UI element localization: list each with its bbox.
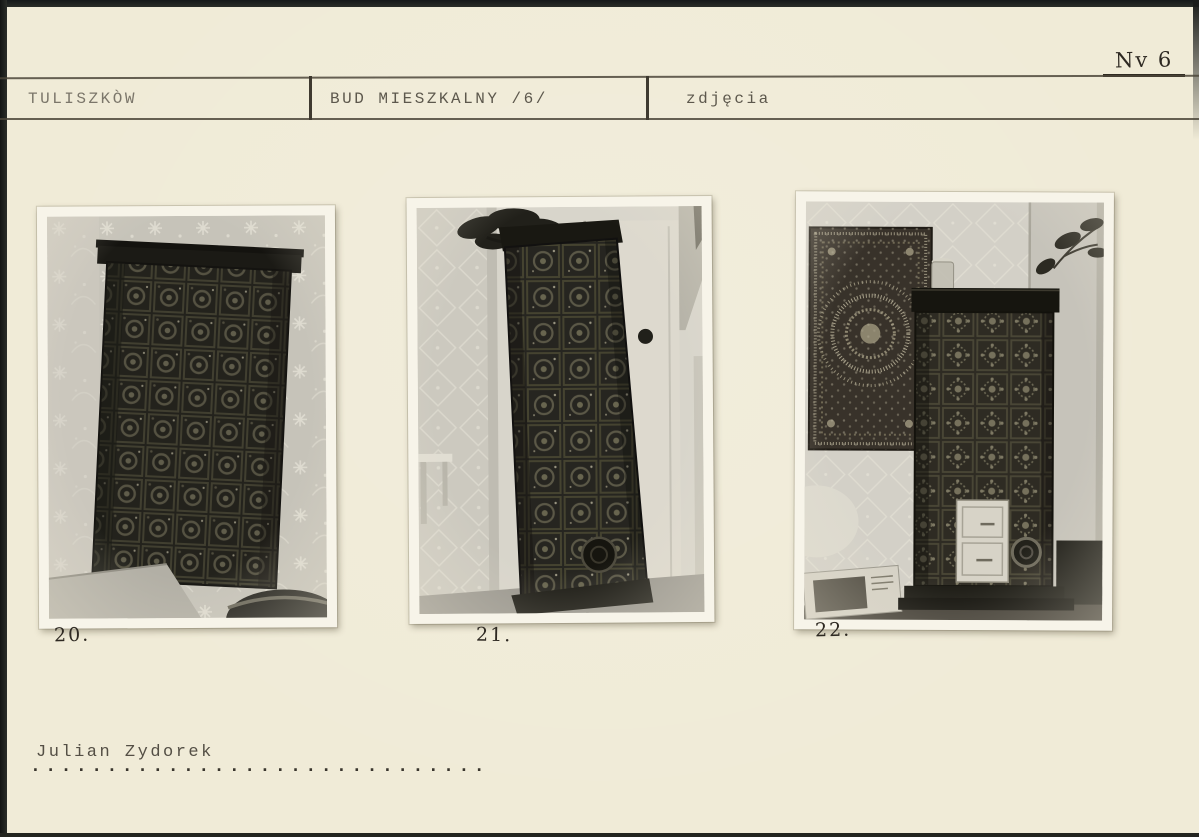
scan-edge-bottom	[0, 833, 1199, 837]
photo-21-caption: 21.	[475, 623, 513, 647]
photo-20	[37, 205, 337, 629]
scan-edge-top	[0, 0, 1199, 7]
photo-20-caption: 20.	[53, 623, 91, 647]
photo-20-image	[47, 215, 327, 618]
photo-22-caption: 22.	[814, 618, 852, 642]
scan-edge-left	[0, 0, 7, 837]
header-cell-locality: TULISZKÒW	[28, 90, 137, 108]
signature-dotted-line: ..............................	[30, 757, 490, 777]
photo-21	[407, 196, 715, 624]
photo-22	[794, 191, 1114, 630]
header-cell-type: zdjęcia	[686, 90, 771, 108]
header-rule-bottom	[0, 118, 1199, 120]
header-divider-1	[309, 76, 312, 120]
header-cell-object: BUD MIESZKALNY /6/	[330, 90, 548, 108]
page-number: Nv 6	[1114, 47, 1174, 73]
author-signature: Julian Zydorek	[36, 743, 214, 762]
header-divider-2	[646, 76, 649, 120]
photo-21-image	[417, 206, 705, 614]
photo-22-image	[804, 201, 1104, 620]
header-rule-top	[0, 75, 1199, 80]
